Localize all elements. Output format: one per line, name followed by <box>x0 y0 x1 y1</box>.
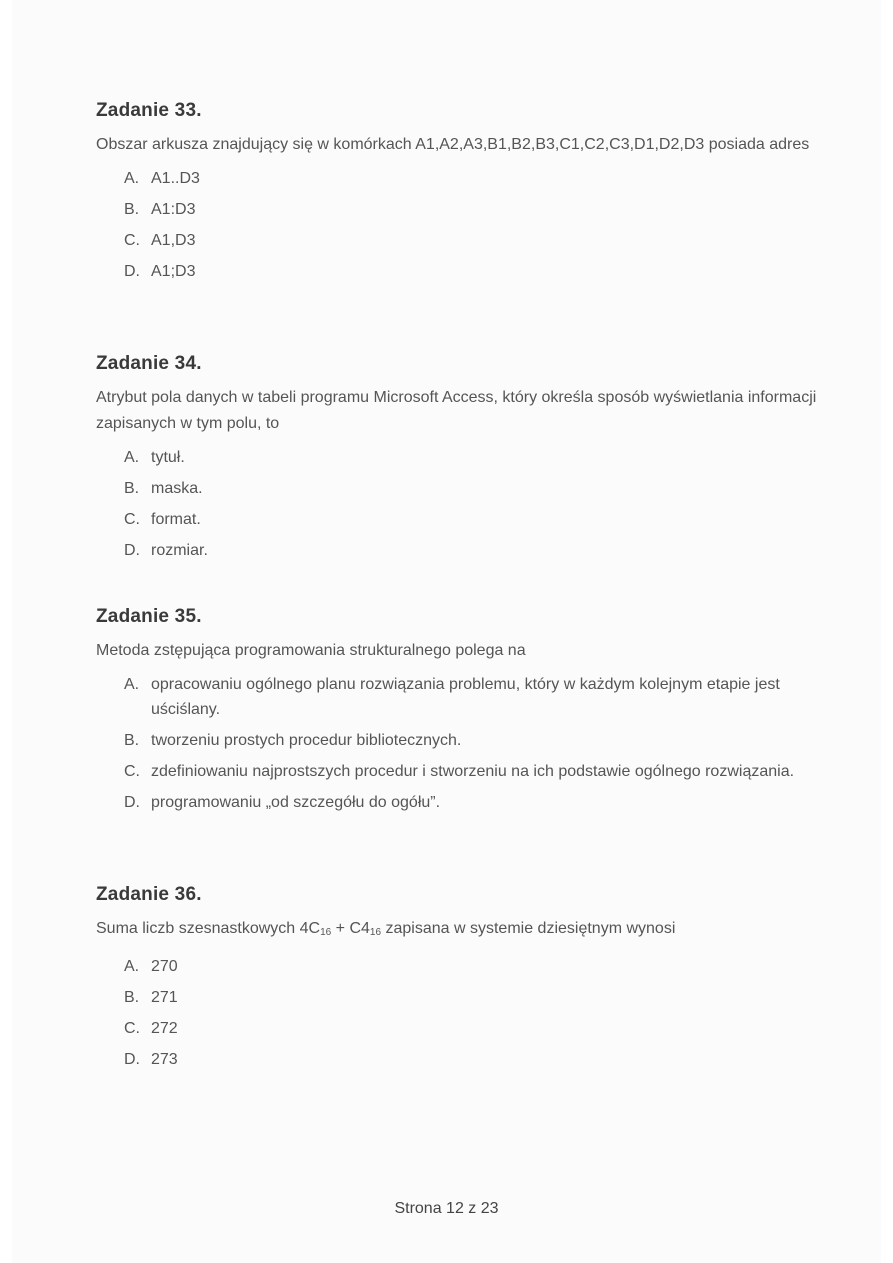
answer-text: rozmiar. <box>151 542 208 559</box>
page-number: Strona 12 z 23 <box>394 1200 499 1217</box>
subscript-base-2: 16 <box>369 927 382 938</box>
answer-letter: A. <box>124 676 140 693</box>
answer-text: programowaniu „od szczegółu do ogółu”. <box>151 794 441 811</box>
answer-letter: D. <box>124 1051 140 1068</box>
answer-option <box>96 507 831 532</box>
answer-letter: A. <box>124 170 140 187</box>
answer-option <box>96 672 831 722</box>
task-33 <box>96 100 831 290</box>
answer-text: 271 <box>151 989 178 1006</box>
answer-letter: C. <box>124 1020 140 1037</box>
task-35 <box>96 606 831 821</box>
task-title: Zadanie 36. <box>96 884 202 905</box>
subscript-base-1: 16 <box>320 927 332 938</box>
answer-text: tworzeniu prostych procedur bibliotecznych. <box>151 732 462 749</box>
answer-option <box>96 985 831 1010</box>
task-question: Obszar arkusza znajdujący się w komórkach A1,A2,A3,B1,B2,B3,C1,C2,C3,D1,D2,D3 posiada adres <box>96 136 810 153</box>
answer-letter: D. <box>124 794 140 811</box>
task-title: Zadanie 34. <box>96 353 202 374</box>
answer-option <box>96 538 831 563</box>
answer-text: format. <box>151 511 201 528</box>
answer-letter: C. <box>124 763 140 780</box>
task-title: Zadanie 33. <box>96 100 202 121</box>
answer-option <box>96 759 831 784</box>
task-36 <box>96 884 831 1078</box>
answer-letter: A. <box>124 449 140 466</box>
answer-letter: A. <box>124 958 140 975</box>
answer-text: 272 <box>151 1020 178 1037</box>
answer-letter: B. <box>124 201 140 218</box>
answer-text: maska. <box>151 480 203 497</box>
answer-letter: D. <box>124 542 140 559</box>
answer-text: A1,D3 <box>151 232 196 249</box>
answer-option <box>96 259 831 284</box>
answer-option <box>96 197 831 222</box>
answer-text: zdefiniowaniu najprostszych procedur i stworzeniu na ich podstawie ogólnego rozwiązania. <box>151 763 795 780</box>
question-text-after: zapisana w systemie dziesiętnym wynosi <box>381 920 676 937</box>
answer-option <box>96 1047 831 1072</box>
answer-list <box>96 954 831 1072</box>
answer-option <box>96 166 831 191</box>
answer-letter: B. <box>124 732 140 749</box>
task-question <box>96 916 831 946</box>
answer-option <box>96 445 831 470</box>
question-text-before: Suma liczb szesnastkowych 4C <box>96 920 321 937</box>
answer-letter: B. <box>124 989 140 1006</box>
answer-letter: C. <box>124 232 140 249</box>
answer-option <box>96 228 831 253</box>
answer-text: A1..D3 <box>151 170 200 187</box>
answer-text: opracowaniu ogólnego planu rozwiązania problemu, który w każdym kolejnym etapie jest uściślany. <box>151 676 780 718</box>
answer-option <box>96 954 831 979</box>
answer-letter: C. <box>124 511 140 528</box>
answer-text: A1;D3 <box>151 263 196 280</box>
answer-option <box>96 728 831 753</box>
answer-option <box>96 790 831 815</box>
answer-text: A1:D3 <box>151 201 196 218</box>
task-question: Metoda zstępująca programowania strukturalnego polega na <box>96 642 526 659</box>
answer-letter: D. <box>124 263 140 280</box>
answer-letter: B. <box>124 480 140 497</box>
question-text-middle: + C4 <box>331 920 370 937</box>
answer-option <box>96 1016 831 1041</box>
answer-text: tytuł. <box>151 449 185 466</box>
answer-option <box>96 476 831 501</box>
answer-text: 270 <box>151 958 178 975</box>
answer-list <box>96 166 831 284</box>
answer-list <box>96 672 831 815</box>
answer-text: 273 <box>151 1051 178 1068</box>
task-34 <box>96 353 831 569</box>
answer-list <box>96 445 831 563</box>
task-title: Zadanie 35. <box>96 606 202 627</box>
task-question: Atrybut pola danych w tabeli programu Microsoft Access, który określa sposób wyświetlania informacji zapisanych w tym polu, to <box>96 389 817 432</box>
